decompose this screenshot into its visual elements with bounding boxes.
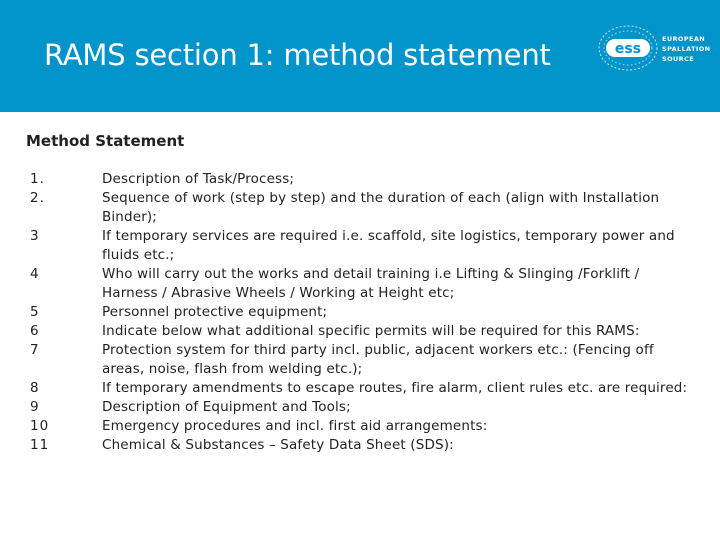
item-text: Protection system for third party incl. public, adjacent workers etc.: (Fencing off areas, noise, flash from welding etc.); bbox=[102, 342, 654, 377]
method-statement-list bbox=[30, 170, 690, 455]
logo-mark-text: ess bbox=[614, 41, 642, 57]
slide-title: RAMS section 1: method statement bbox=[44, 38, 551, 72]
item-text: Personnel protective equipment; bbox=[102, 304, 328, 320]
item-number: 8 bbox=[30, 380, 40, 396]
list-item bbox=[30, 322, 690, 341]
item-number: 11 bbox=[30, 437, 50, 453]
item-text: Indicate below what additional specific permits will be required for this RAMS: bbox=[102, 323, 640, 339]
item-text: If temporary services are required i.e. scaffold, site logistics, temporary power and fluids etc.; bbox=[102, 228, 675, 263]
item-number: 7 bbox=[30, 342, 40, 358]
item-number: 1. bbox=[30, 171, 45, 187]
item-number: 3 bbox=[30, 228, 40, 244]
item-text: Description of Task/Process; bbox=[102, 171, 295, 187]
logo-line: SPALLATION bbox=[662, 45, 711, 53]
item-number: 6 bbox=[30, 323, 40, 339]
section-heading: Method Statement bbox=[26, 132, 185, 150]
logo-line: EUROPEAN bbox=[662, 35, 706, 43]
logo-line: SOURCE bbox=[662, 55, 695, 63]
item-text: Emergency procedures and incl. first aid arrangements: bbox=[102, 418, 488, 434]
item-text: Who will carry out the works and detail training i.e Lifting & Slinging /Forklift / Harness / Abrasive Wheels / Working at Height etc; bbox=[102, 266, 640, 301]
ess-logo bbox=[596, 22, 716, 74]
list-item bbox=[30, 303, 690, 322]
item-text: Sequence of work (step by step) and the duration of each (align with Installation Binder); bbox=[102, 190, 660, 225]
list-item bbox=[30, 379, 690, 398]
list-item bbox=[30, 227, 690, 265]
list-item bbox=[30, 189, 690, 227]
item-text: Description of Equipment and Tools; bbox=[102, 399, 351, 415]
item-number: 9 bbox=[30, 399, 40, 415]
slide-header bbox=[0, 0, 720, 112]
ess-logo-mark-icon bbox=[596, 22, 660, 74]
list-item bbox=[30, 170, 690, 189]
logo-wordmark bbox=[662, 34, 711, 64]
item-number: 10 bbox=[30, 418, 50, 434]
item-text: If temporary amendments to escape routes, fire alarm, client rules etc. are required: bbox=[102, 380, 688, 396]
list-item bbox=[30, 398, 690, 417]
list-item bbox=[30, 417, 690, 436]
item-number: 2. bbox=[30, 190, 45, 206]
item-number: 5 bbox=[30, 304, 40, 320]
list-item bbox=[30, 341, 690, 379]
list-item bbox=[30, 265, 690, 303]
list-item bbox=[30, 436, 690, 455]
item-number: 4 bbox=[30, 266, 40, 282]
item-text: Chemical & Substances – Safety Data Sheet (SDS): bbox=[102, 437, 454, 453]
